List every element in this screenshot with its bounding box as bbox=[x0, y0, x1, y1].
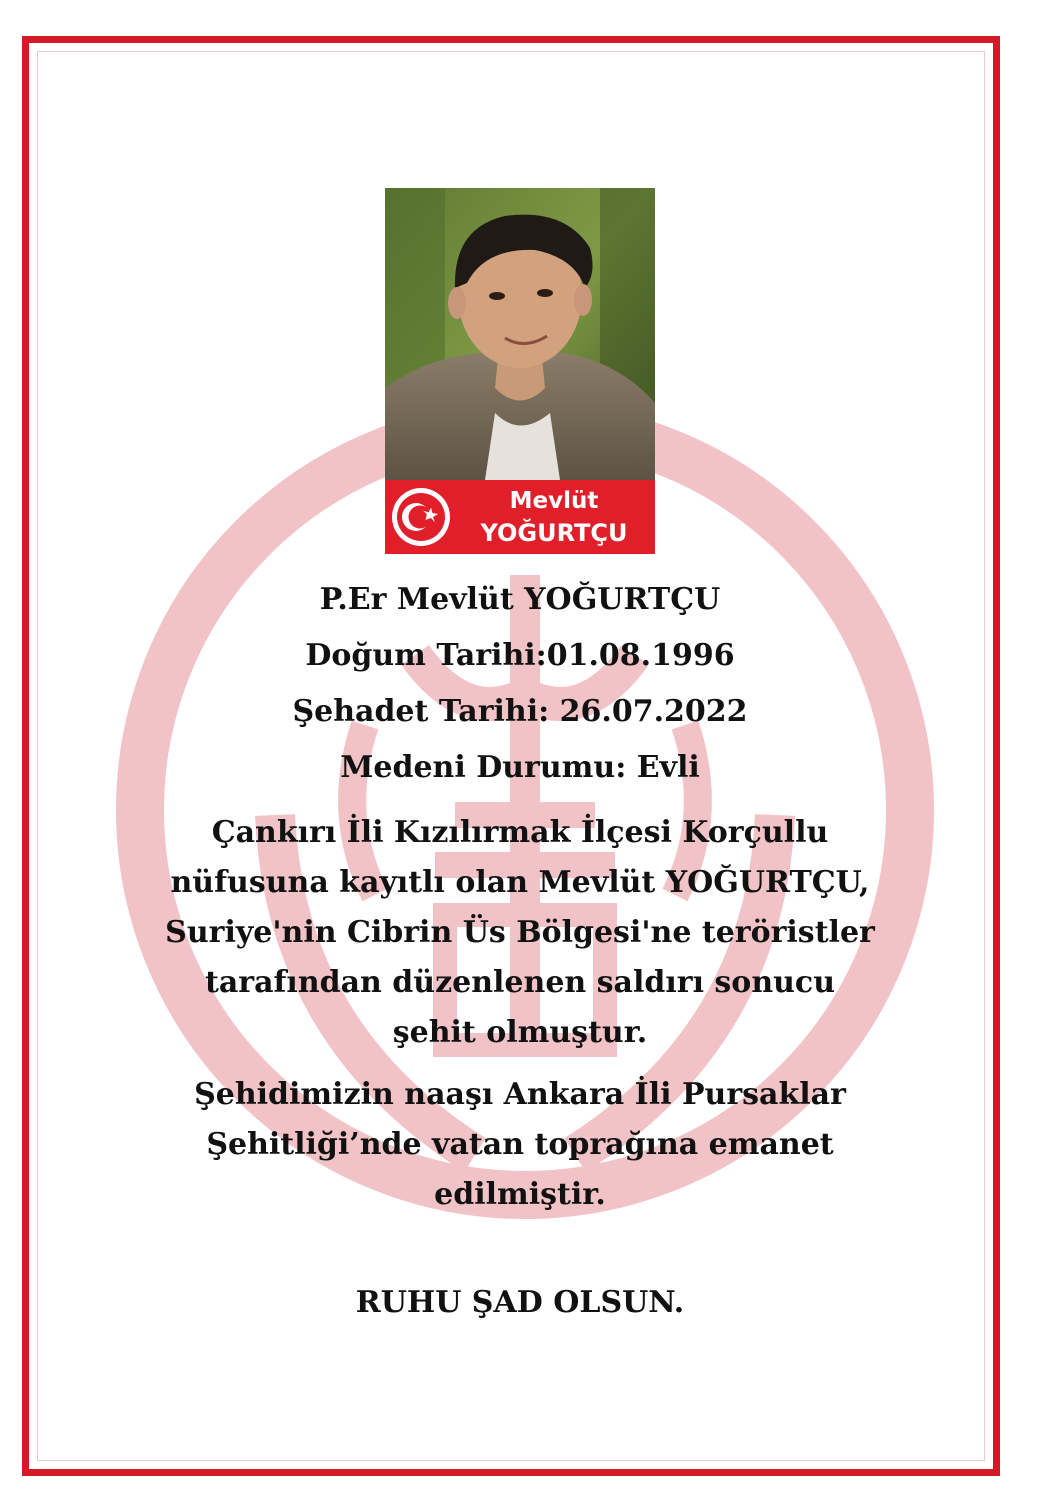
paragraph-line: tarafından düzenlenen saldırı sonucu bbox=[204, 965, 836, 1000]
birth-date: Doğum Tarihi:01.08.1996 bbox=[305, 638, 735, 673]
paragraph-line: şehit olmuştur. bbox=[392, 1015, 648, 1050]
portrait-image bbox=[385, 188, 655, 480]
soldier-photo bbox=[385, 188, 655, 554]
name-plate bbox=[385, 480, 655, 554]
martyrdom-date: Şehadet Tarihi: 26.07.2022 bbox=[292, 694, 748, 729]
soldier-title: P.Er Mevlüt YOĞURTÇU bbox=[319, 582, 721, 617]
marital-status: Medeni Durumu: Evli bbox=[340, 750, 700, 785]
paragraph-line: Şehitliği’nde vatan toprağına emanet bbox=[206, 1127, 834, 1162]
announcement-paragraph bbox=[100, 808, 940, 1058]
name-plate-text bbox=[459, 480, 649, 554]
plate-last-name: YOĞURTÇU bbox=[480, 519, 628, 547]
turkish-crescent-star-icon bbox=[389, 485, 453, 549]
paragraph-line: nüfusuna kayıtlı olan Mevlüt YOĞURTÇU, bbox=[170, 865, 870, 900]
paragraph-line: Suriye'nin Cibrin Üs Bölgesi'ne teröristler bbox=[165, 915, 875, 950]
paragraph-line: edilmiştir. bbox=[434, 1177, 606, 1212]
plate-first-name: Mevlüt bbox=[509, 488, 599, 514]
closing-line: RUHU ŞAD OLSUN. bbox=[355, 1285, 685, 1320]
burial-paragraph bbox=[100, 1070, 940, 1220]
paragraph-line: Çankırı İli Kızılırmak İlçesi Korçullu bbox=[211, 815, 829, 850]
obituary-content bbox=[100, 572, 940, 1220]
paragraph-line: Şehidimizin naaşı Ankara İli Pursaklar bbox=[194, 1077, 846, 1112]
